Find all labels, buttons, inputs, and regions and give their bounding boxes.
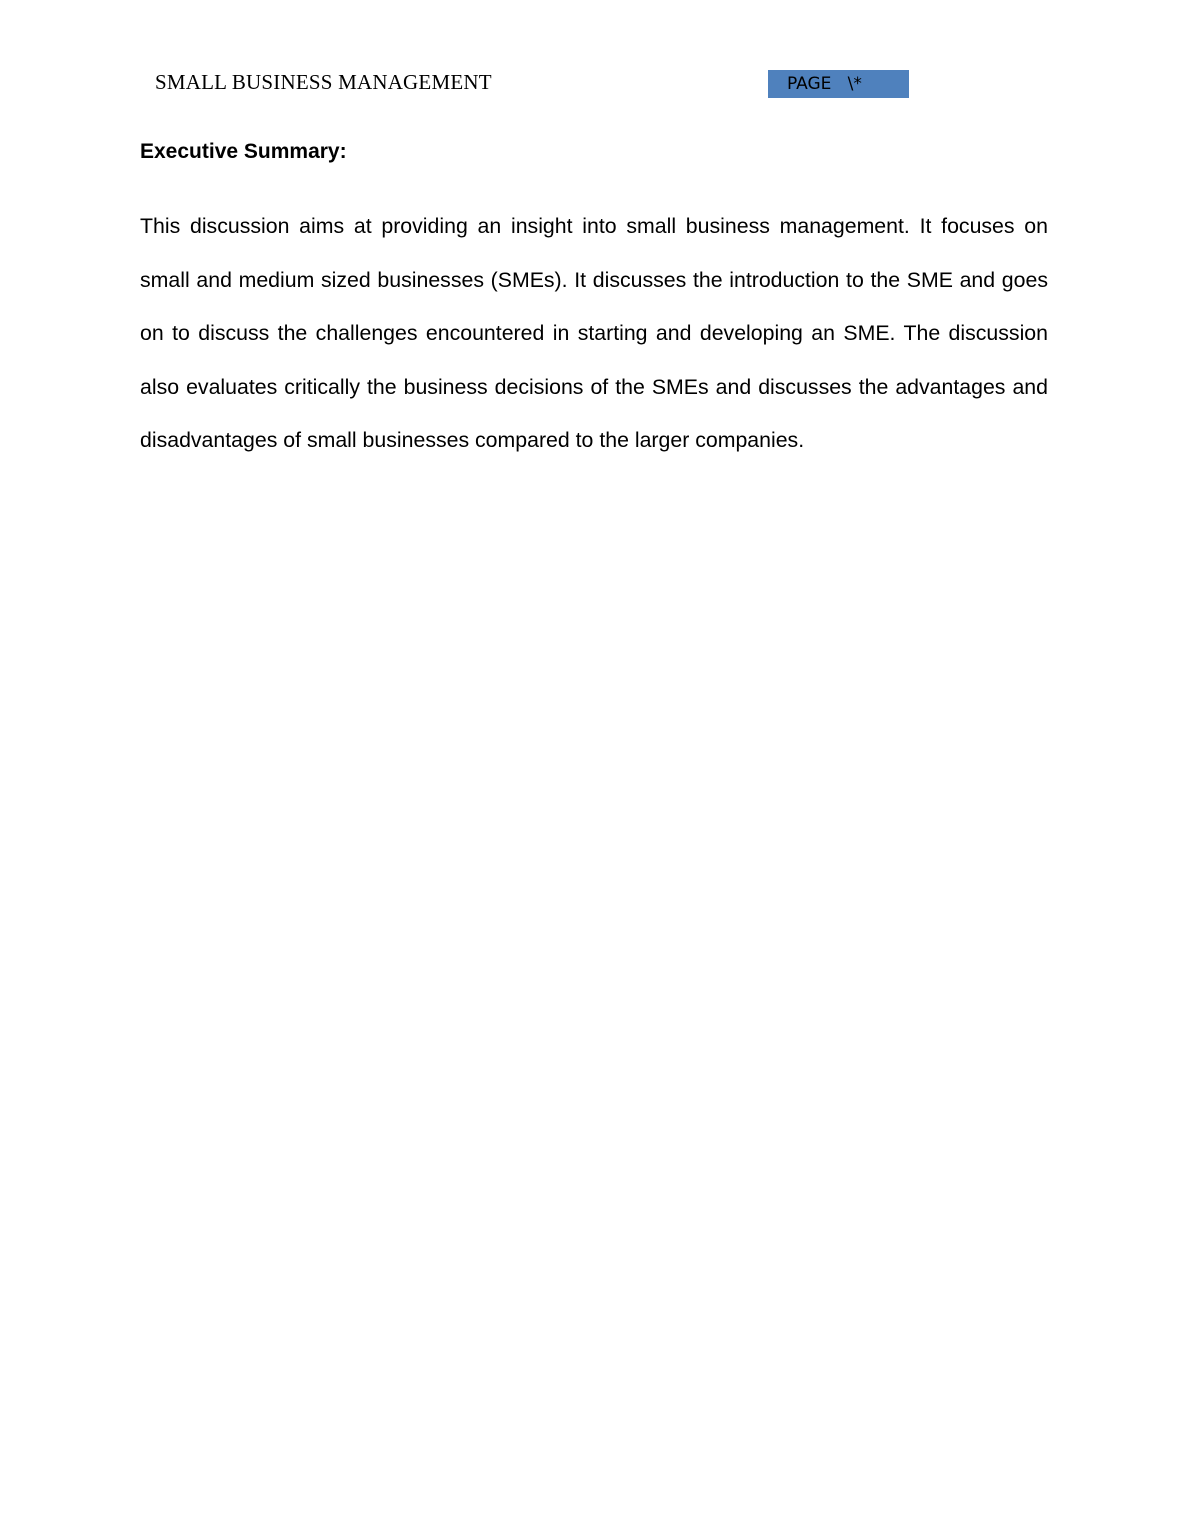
- section-heading: Executive Summary:: [140, 140, 347, 163]
- summary-paragraph: This discussion aims at providing an insight into small business management. It focuses on small and medium sized businesses (SMEs). It discusses the introduction to the SME and goes on to discuss the challenges encountered in starting and developing an SME. The discussion also evaluates critically the business decisions of the SMEs and discusses the advantages and disadvantages of small businesses compared to the larger companies.: [140, 214, 1048, 453]
- page-number-field: PAGE \*: [768, 70, 909, 98]
- header-title: SMALL BUSINESS MANAGEMENT: [155, 70, 492, 94]
